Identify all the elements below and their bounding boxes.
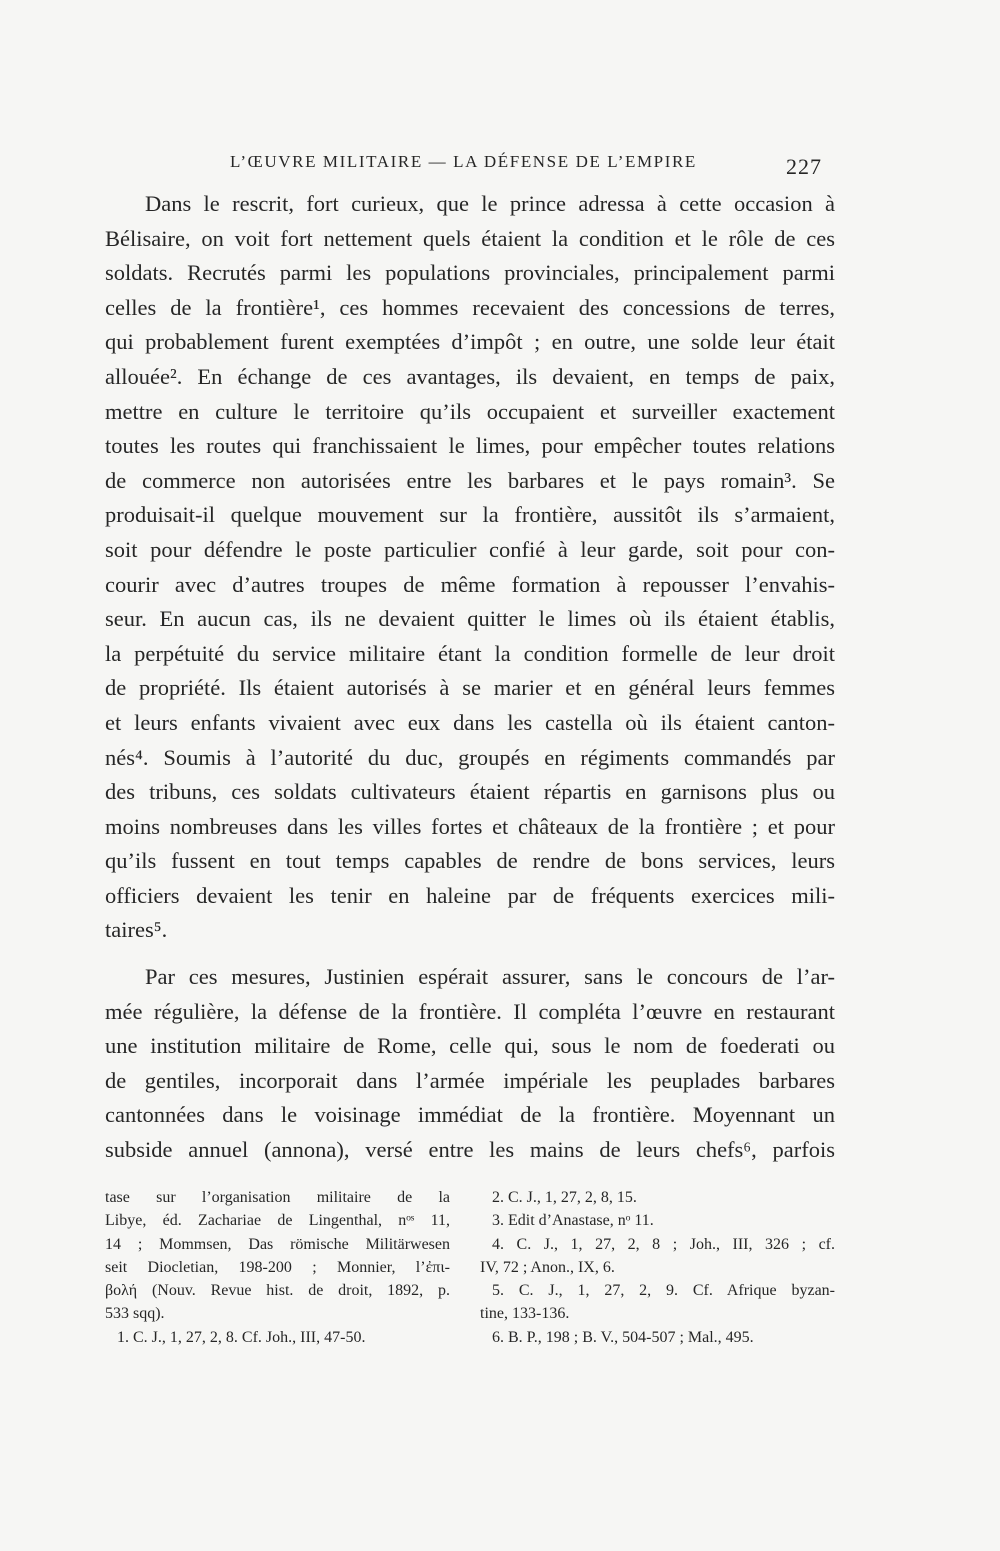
text-line: mée régulière, la défense de la frontière. Il compléta l’œuvre en restaurant — [105, 998, 835, 1024]
page-number: 227 — [786, 154, 822, 179]
text-line: moins nombreuses dans les villes fortes et châteaux de la frontière ; et pour — [105, 813, 835, 839]
text-line: des tribuns, ces soldats cultivateurs étaient répartis en garnisons plus ou — [105, 779, 835, 805]
footnote-line: Libye, éd. Zachariae de Lingenthal, nᵒˢ 11, — [105, 1212, 450, 1230]
text-line: subside annuel (annona), versé entre les mains de leurs chefs⁶, parfois — [105, 1137, 835, 1163]
text-line: Bélisaire, on voit fort nettement quels étaient la condition et le rôle de ces — [105, 225, 835, 251]
text-line: la perpétuité du service militaire étant la condition formelle de leur droit — [105, 640, 835, 666]
running-title: L’ŒUVRE MILITAIRE — LA DÉFENSE DE L’EMPIRE — [230, 152, 697, 171]
text-line: nés⁴. Soumis à l’autorité du duc, groupés en régiments commandés par — [105, 744, 835, 770]
footnote-3: 3. Edit d’Anastase, nᵒ 11. — [492, 1212, 654, 1230]
text-line: de propriété. Ils étaient autorisés à se marier et en général leurs femmes — [105, 675, 835, 701]
text-line: et leurs enfants vivaient avec eux dans les castella où ils étaient canton- — [105, 709, 835, 735]
text-line: mettre en culture le territoire qu’ils occupaient et surveiller exactement — [105, 398, 835, 424]
text-line: allouée². En échange de ces avantages, ils devaient, en temps de paix, — [105, 363, 835, 389]
text-line: qui probablement furent exemptées d’impôt ; en outre, une solde leur était — [105, 329, 835, 355]
text-line: cantonnées dans le voisinage immédiat de la frontière. Moyennant un — [105, 1102, 835, 1128]
text-line: de commerce non autorisées entre les barbares et le pays romain³. Se — [105, 467, 835, 493]
footnote-line: βολή (Nouv. Revue hist. de droit, 1892, p. — [105, 1282, 450, 1300]
text-line: soldats. Recrutés parmi les populations provinciales, principalement parmi — [105, 260, 835, 286]
text-line: courir avec d’autres troupes de même formation à repousser l’envahis- — [105, 571, 835, 597]
text-line: produisait-il quelque mouvement sur la frontière, aussitôt ils s’armaient, — [105, 502, 835, 528]
paragraph-gap — [105, 948, 835, 960]
text-line: seur. En aucun cas, ils ne devaient quitter le limes où ils étaient établis, — [105, 606, 835, 632]
text-line: taires⁵. — [105, 917, 168, 943]
footnote-5: 5. C. J., 1, 27, 2, 9. Cf. Afrique byzan- — [492, 1282, 835, 1300]
footnotes-right-column — [480, 1186, 835, 1349]
text-line: celles de la frontière¹, ces hommes recevaient des concessions de terres, — [105, 294, 835, 320]
text-line: une institution militaire de Rome, celle qui, sous le nom de foederati ou — [105, 1033, 835, 1059]
footnote-1: 1. C. J., 1, 27, 2, 8. Cf. Joh., III, 47-50. — [117, 1328, 366, 1346]
text-line: officiers devaient les tenir en haleine par de fréquents exercices mili- — [105, 882, 835, 908]
footnote-line: seit Diocletian, 198-200 ; Monnier, l’ἐπι- — [105, 1258, 450, 1276]
text-line: Dans le rescrit, fort curieux, que le prince adressa à cette occasion à — [145, 191, 835, 216]
footnote-2: 2. C. J., 1, 27, 2, 8, 15. — [492, 1189, 637, 1206]
text-line: qu’ils fussent en tout temps capables de rendre de bons services, leurs — [105, 848, 835, 874]
footnote-line: IV, 72 ; Anon., IX, 6. — [480, 1258, 615, 1276]
footnote-6: 6. B. P., 198 ; B. V., 504-507 ; Mal., 495. — [492, 1328, 754, 1346]
text-line: soit pour défendre le poste particulier confié à leur garde, soit pour con- — [105, 536, 835, 562]
footnote-line: tase sur l’organisation militaire de la — [105, 1189, 450, 1206]
text-line: toutes les routes qui franchissaient le limes, pour empêcher toutes relations — [105, 433, 835, 459]
text-line: de gentiles, incorporait dans l’armée impériale les peuplades barbares — [105, 1067, 835, 1093]
footnotes-left-column — [105, 1186, 450, 1349]
footnote-line: 14 ; Mommsen, Das römische Militärwesen — [105, 1235, 450, 1253]
footnote-4: 4. C. J., 1, 27, 2, 8 ; Joh., III, 326 ; cf. — [492, 1235, 835, 1253]
footnote-line: tine, 133-136. — [480, 1305, 570, 1323]
text-line: Par ces mesures, Justinien espérait assurer, sans le concours de l’ar- — [145, 964, 835, 990]
footnote-line: 533 sqq). — [105, 1305, 165, 1323]
main-text — [105, 187, 835, 1168]
